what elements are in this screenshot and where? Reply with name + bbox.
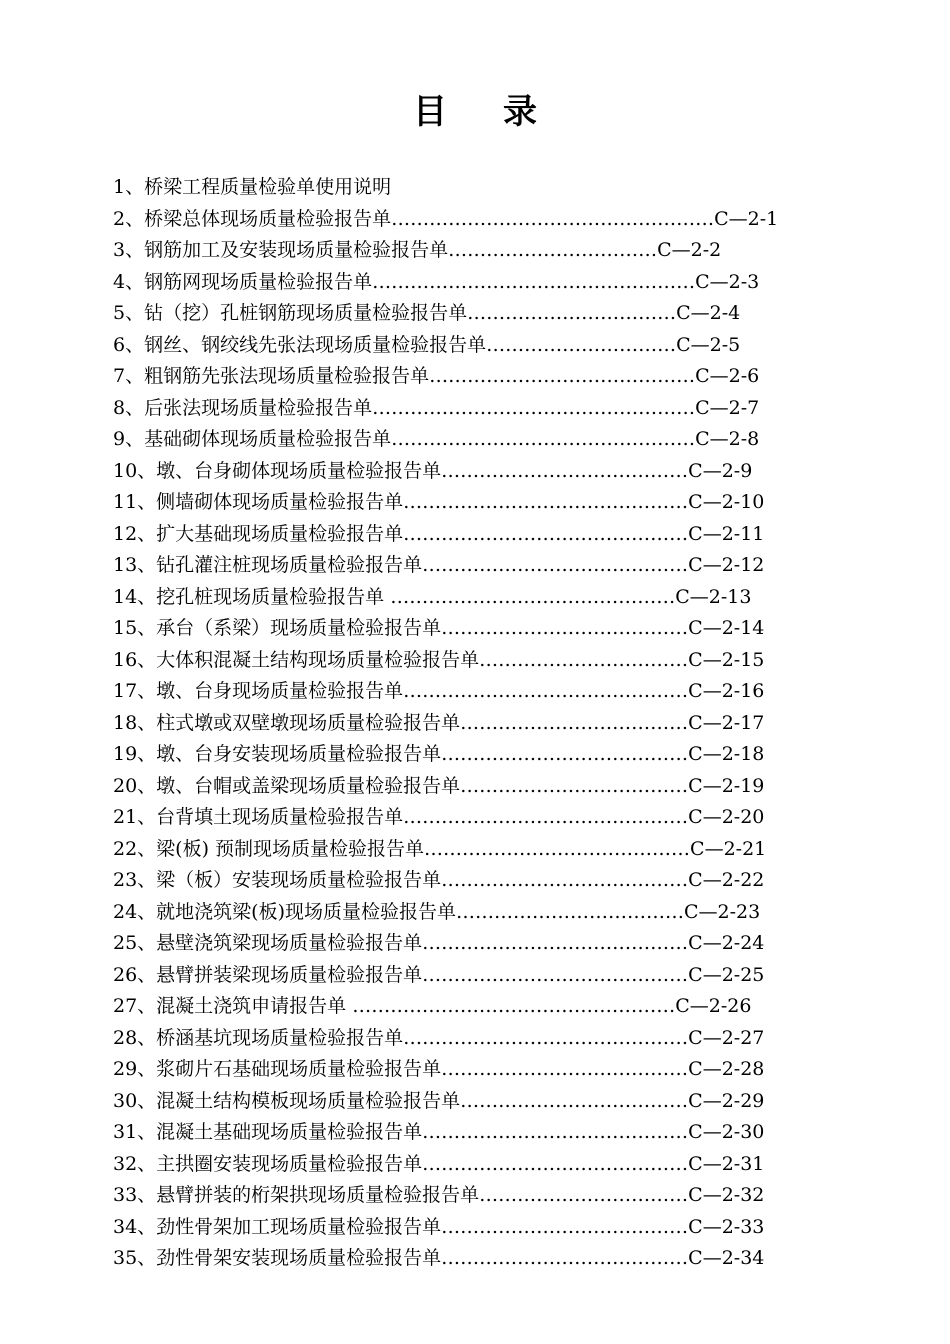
toc-entry: 14、挖孔桩现场质量检验报告单 ………………………………………C—2-13 <box>113 585 752 608</box>
toc-entry: 22、梁(板) 预制现场质量检验报告单……………………………………C—2-21 <box>113 837 767 860</box>
toc-entry: 15、承台（系梁）现场质量检验报告单…………………………………C—2-14 <box>113 617 765 639</box>
toc-entry: 13、钻孔灌注桩现场质量检验报告单……………………………………C—2-12 <box>113 554 765 576</box>
toc-entry: 31、混凝土基础现场质量检验报告单……………………………………C—2-30 <box>113 1121 765 1143</box>
toc-entry: 35、劲性骨架安装现场质量检验报告单…………………………………C—2-34 <box>113 1247 765 1269</box>
toc-entry: 28、桥涵基坑现场质量检验报告单………………………………………C—2-27 <box>113 1026 765 1049</box>
toc-entry: 5、钻（挖）孔桩钢筋现场质量检验报告单……………………………C—2-4 <box>113 302 741 324</box>
toc-entry: 33、悬臂拼装的桁架拱现场质量检验报告单……………………………C—2-32 <box>113 1184 765 1206</box>
toc-entry: 27、混凝土浇筑申请报告单 ……………………………………………C—2-26 <box>113 995 752 1017</box>
toc-entry: 3、钢筋加工及安装现场质量检验报告单……………………………C—2-2 <box>113 239 722 261</box>
toc-entry: 25、悬壁浇筑梁现场质量检验报告单……………………………………C—2-24 <box>113 932 765 954</box>
toc-entry: 17、墩、台身现场质量检验报告单………………………………………C—2-16 <box>113 680 765 702</box>
toc-entry: 7、粗钢筋先张法现场质量检验报告单……………………………………C—2-6 <box>113 365 760 387</box>
title-char-2: 录 <box>503 92 537 132</box>
table-of-contents <box>113 172 843 1275</box>
toc-entry: 8、后张法现场质量检验报告单……………………………………………C—2-7 <box>113 396 760 419</box>
toc-entry: 4、钢筋网现场质量检验报告单……………………………………………C—2-3 <box>113 270 760 293</box>
toc-entry: 19、墩、台身安装现场质量检验报告单…………………………………C—2-18 <box>113 743 765 765</box>
toc-entry: 6、钢丝、钢绞线先张法现场质量检验报告单…………………………C—2-5 <box>113 333 741 356</box>
toc-entry: 18、柱式墩或双壁墩现场质量检验报告单………………………………C—2-17 <box>113 711 765 734</box>
toc-entry: 9、基础砌体现场质量检验报告单…………………………………………C—2-8 <box>113 428 760 450</box>
toc-entry: 23、梁（板）安装现场质量检验报告单…………………………………C—2-22 <box>113 869 765 891</box>
toc-entry: 30、混凝土结构模板现场质量检验报告单………………………………C—2-29 <box>113 1089 765 1112</box>
title-char-1: 目 <box>413 92 447 132</box>
toc-entry: 32、主拱圈安装现场质量检验报告单……………………………………C—2-31 <box>113 1152 765 1175</box>
toc-entry: 12、扩大基础现场质量检验报告单………………………………………C—2-11 <box>113 522 765 545</box>
toc-entry: 20、墩、台帽或盖梁现场质量检验报告单………………………………C—2-19 <box>113 774 765 797</box>
toc-entry: 29、浆砌片石基础现场质量检验报告单…………………………………C—2-28 <box>113 1058 765 1080</box>
toc-entry: 1、桥梁工程质量检验单使用说明 <box>113 176 392 198</box>
toc-entry: 16、大体积混凝土结构现场质量检验报告单……………………………C—2-15 <box>113 648 765 671</box>
toc-entry: 10、墩、台身砌体现场质量检验报告单…………………………………C—2-9 <box>113 459 753 482</box>
toc-entry: 26、悬臂拼装梁现场质量检验报告单……………………………………C—2-25 <box>113 963 765 986</box>
toc-entry: 24、就地浇筑梁(板)现场质量检验报告单………………………………C—2-23 <box>113 900 761 923</box>
toc-entry: 34、劲性骨架加工现场质量检验报告单…………………………………C—2-33 <box>113 1215 765 1238</box>
toc-entry: 2、桥梁总体现场质量检验报告单……………………………………………C—2-1 <box>113 207 779 230</box>
toc-entry: 11、侧墙砌体现场质量检验报告单………………………………………C—2-10 <box>113 491 765 513</box>
toc-entry: 21、台背填土现场质量检验报告单………………………………………C—2-20 <box>113 806 765 828</box>
page-title <box>0 84 950 133</box>
